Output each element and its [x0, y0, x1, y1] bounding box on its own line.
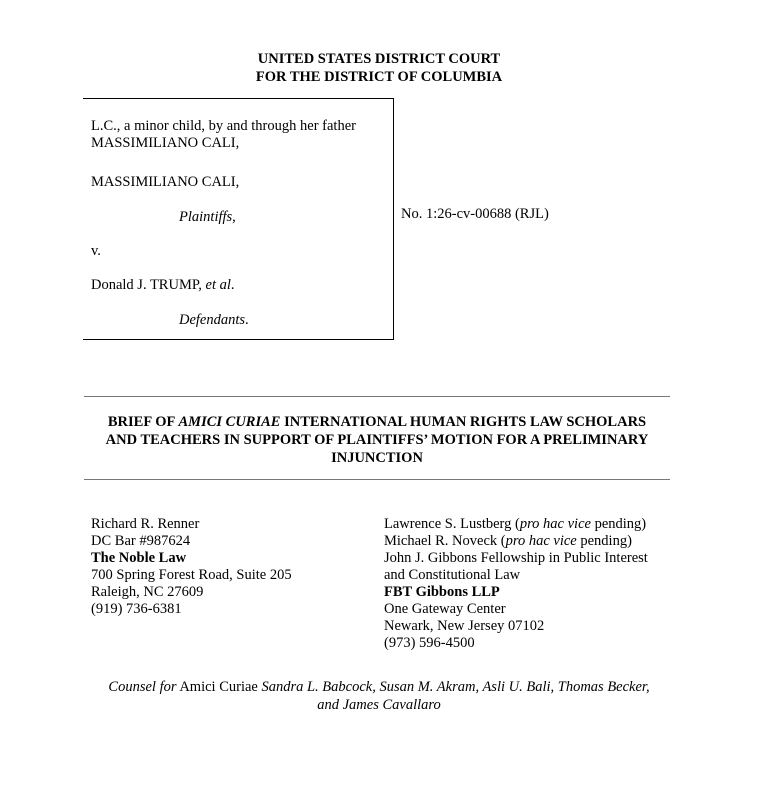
brief-title — [84, 413, 670, 467]
counsel-for-names-1: Sandra L. Babcock, Susan M. Akram, Asli U. Bali, Thomas Becker, — [261, 679, 650, 695]
plaintiff-line-1: L.C., a minor child, by and through her father — [91, 118, 356, 134]
second-plaintiff: MASSIMILIANO CALI, — [91, 174, 240, 190]
court-heading — [0, 50, 758, 86]
left-counsel-phone: (919) 736-6381 — [91, 601, 182, 617]
plaintiffs-label: Plaintiffs — [179, 209, 233, 225]
court-name: UNITED STATES DISTRICT COURT — [257, 51, 501, 67]
right-counsel-address-2: Newark, New Jersey 07102 — [384, 618, 545, 634]
plaintiff-party — [91, 118, 356, 152]
title-bottom-rule — [84, 479, 670, 480]
left-counsel-address-2: Raleigh, NC 27609 — [91, 584, 204, 600]
left-counsel-block — [91, 516, 292, 618]
right-counsel-fellowship-2: and Constitutional Law — [384, 567, 521, 583]
right-counsel-firm: FBT Gibbons LLP — [384, 584, 500, 600]
brief-title-part-1: BRIEF OF — [107, 414, 179, 430]
counsel-for-amici: Amici Curiae — [176, 679, 262, 695]
counsel-for-line-1 — [0, 678, 758, 696]
counsel-1-status: pro hac vice — [519, 516, 591, 532]
counsel-for-line-2: and James Cavallaro — [317, 697, 441, 713]
brief-title-line-1 — [84, 413, 670, 431]
counsel-for-prefix: Counsel for — [108, 679, 177, 695]
defendants-label: Defendants — [179, 312, 246, 328]
versus: v. — [91, 243, 101, 259]
counsel-2-status-end: pending) — [576, 533, 632, 549]
left-counsel-address-1: 700 Spring Forest Road, Suite 205 — [91, 567, 292, 583]
brief-title-line-2: AND TEACHERS IN SUPPORT OF PLAINTIFFS’ MOTION FOR A PRELIMINARY — [105, 432, 649, 448]
counsel-1-status-end: pending) — [590, 516, 647, 532]
court-district: FOR THE DISTRICT OF COLUMBIA — [255, 69, 503, 85]
title-top-rule — [84, 396, 670, 397]
brief-title-line-3: INJUNCTION — [331, 450, 423, 466]
right-counsel-address-1: One Gateway Center — [384, 601, 506, 617]
defendants-designation — [179, 312, 249, 329]
brief-title-amici: AMICI CURIAE — [178, 414, 281, 430]
defendants-punct: . — [245, 312, 249, 328]
defendant-punct: . — [230, 277, 235, 293]
right-counsel-block — [384, 516, 648, 652]
counsel-2-status: pro hac vice — [505, 533, 577, 549]
left-counsel-name: Richard R. Renner — [91, 516, 200, 532]
left-counsel-firm: The Noble Law — [91, 550, 187, 566]
right-counsel-name-2 — [384, 533, 648, 550]
defendant-et-al: et al — [205, 277, 231, 293]
defendant-name: Donald J. TRUMP, — [91, 277, 202, 293]
right-counsel-phone: (973) 596-4500 — [384, 635, 475, 651]
brief-title-part-2: INTERNATIONAL HUMAN RIGHTS LAW SCHOLARS — [280, 414, 647, 430]
defendant-party — [91, 277, 235, 294]
plaintiffs-designation — [179, 209, 236, 226]
left-counsel-bar: DC Bar #987624 — [91, 533, 191, 549]
counsel-1-name: Lawrence S. Lustberg ( — [384, 516, 520, 532]
right-counsel-name-1 — [384, 516, 648, 533]
counsel-2-name: Michael R. Noveck ( — [384, 533, 506, 549]
plaintiff-line-2: MASSIMILIANO CALI, — [91, 135, 240, 151]
counsel-for-statement — [0, 678, 758, 714]
plaintiffs-punct: , — [232, 209, 236, 225]
right-counsel-fellowship-1: John J. Gibbons Fellowship in Public Interest — [384, 550, 648, 566]
case-number: No. 1:26-cv-00688 (RJL) — [401, 206, 549, 222]
